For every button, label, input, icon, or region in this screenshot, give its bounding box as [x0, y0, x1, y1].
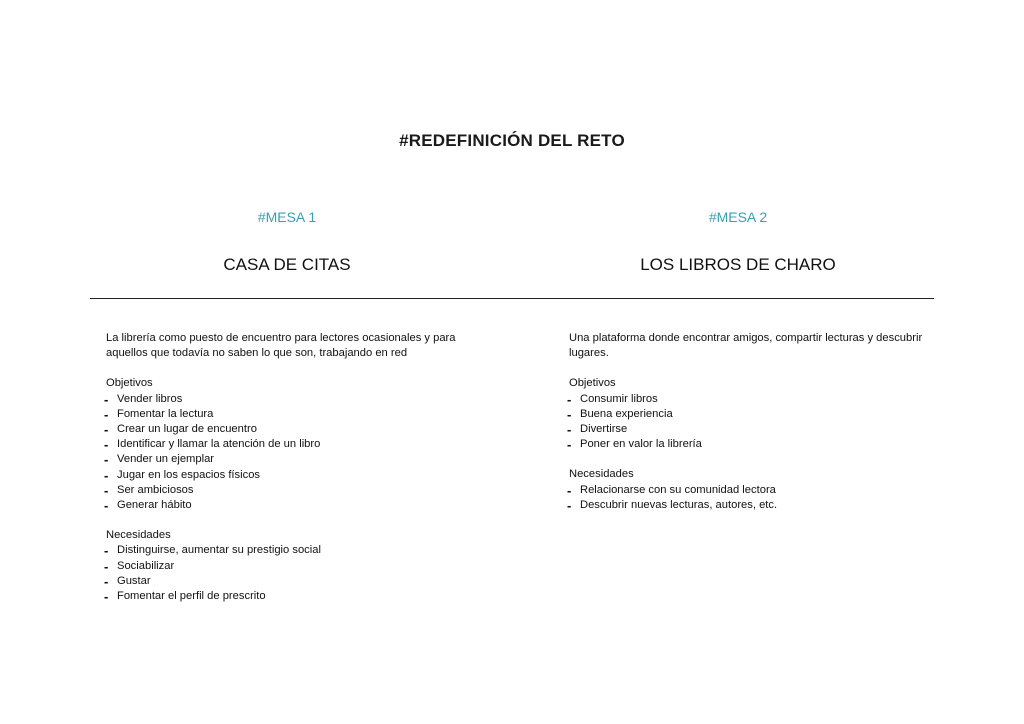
list-item	[106, 589, 466, 604]
bullet-dash: -	[104, 467, 109, 483]
list-item-label: Vender libros	[117, 392, 183, 405]
list-item	[106, 559, 466, 574]
list-item-label: Divertirse	[580, 423, 628, 436]
list-item-label: Ser ambiciosos	[117, 483, 194, 496]
bullet-dash: -	[104, 406, 109, 422]
list-item-label: Jugar en los espacios físicos	[117, 468, 261, 481]
list-item-label: Distinguirse, aumentar su prestigio social	[117, 544, 321, 557]
list-item-label: Consumir libros	[580, 392, 658, 405]
list-item	[106, 468, 466, 483]
mesa1-objetivos-list	[106, 392, 466, 514]
bullet-dash: -	[104, 498, 109, 514]
bullet-dash: -	[567, 497, 572, 513]
bullet-dash: -	[104, 573, 109, 589]
bullet-dash: -	[104, 558, 109, 574]
list-item	[106, 422, 466, 437]
list-item-label: Poner en valor la librería	[580, 438, 702, 451]
bullet-dash: -	[104, 437, 109, 453]
list-item	[106, 407, 466, 422]
list-item	[569, 437, 929, 452]
list-item	[569, 407, 929, 422]
bullet-dash: -	[567, 422, 572, 438]
list-item	[569, 498, 929, 513]
bullet-dash: -	[104, 589, 109, 605]
list-item-label: Identificar y llamar la atención de un libro	[117, 438, 321, 451]
list-item-label: Relacionarse con su comunidad lectora	[580, 483, 776, 496]
mesa2-objetivos-list	[569, 392, 929, 453]
list-item-label: Descubrir nuevas lecturas, autores, etc.	[580, 498, 778, 511]
list-item-label: Sociabilizar	[117, 559, 175, 572]
mesa2-description: Una plataforma donde encontrar amigos, compartir lecturas y descubrir lugares.	[569, 332, 923, 360]
mesa1-name: CASA DE CITAS	[223, 255, 351, 274]
list-item-label: Gustar	[117, 574, 151, 587]
bullet-dash: -	[104, 543, 109, 559]
list-item-label: Fomentar el perfil de prescrito	[117, 590, 266, 603]
bullet-dash: -	[104, 422, 109, 438]
bullet-dash: -	[104, 482, 109, 498]
mesa2-name: LOS LIBROS DE CHARO	[640, 255, 836, 274]
bullet-dash: -	[104, 391, 109, 407]
mesa1-objetivos-heading: Objetivos	[106, 377, 153, 390]
list-item	[106, 498, 466, 513]
mesa1-necesidades-heading: Necesidades	[106, 529, 171, 542]
section-divider	[90, 298, 934, 299]
list-item-label: Fomentar la lectura	[117, 407, 214, 420]
list-item	[569, 422, 929, 437]
mesa2-necesidades-heading: Necesidades	[569, 468, 634, 481]
list-item	[569, 483, 929, 498]
mesa2-tag: #MESA 2	[708, 209, 768, 225]
bullet-dash: -	[567, 482, 572, 498]
page-title: #REDEFINICIÓN DEL RETO	[399, 131, 625, 150]
mesa1-necesidades-list	[106, 543, 466, 604]
bullet-dash: -	[567, 437, 572, 453]
list-item	[106, 452, 466, 467]
list-item	[106, 483, 466, 498]
mesa2-column	[569, 331, 929, 528]
list-item	[106, 543, 466, 558]
mesa1-description: La librería como puesto de encuentro para lectores ocasionales y para aquellos que todavía no saben lo que son, trabajando en red	[106, 332, 456, 360]
list-item-label: Generar hábito	[117, 499, 192, 512]
list-item	[106, 574, 466, 589]
mesa1-column	[106, 331, 466, 619]
list-item	[569, 392, 929, 407]
list-item-label: Vender un ejemplar	[117, 453, 215, 466]
bullet-dash: -	[567, 406, 572, 422]
mesa2-necesidades-list	[569, 483, 929, 513]
list-item-label: Buena experiencia	[580, 407, 673, 420]
mesa1-tag: #MESA 1	[257, 209, 317, 225]
list-item	[106, 437, 466, 452]
list-item	[106, 392, 466, 407]
mesa2-objetivos-heading: Objetivos	[569, 377, 616, 390]
bullet-dash: -	[104, 452, 109, 468]
list-item-label: Crear un lugar de encuentro	[117, 423, 257, 436]
bullet-dash: -	[567, 391, 572, 407]
